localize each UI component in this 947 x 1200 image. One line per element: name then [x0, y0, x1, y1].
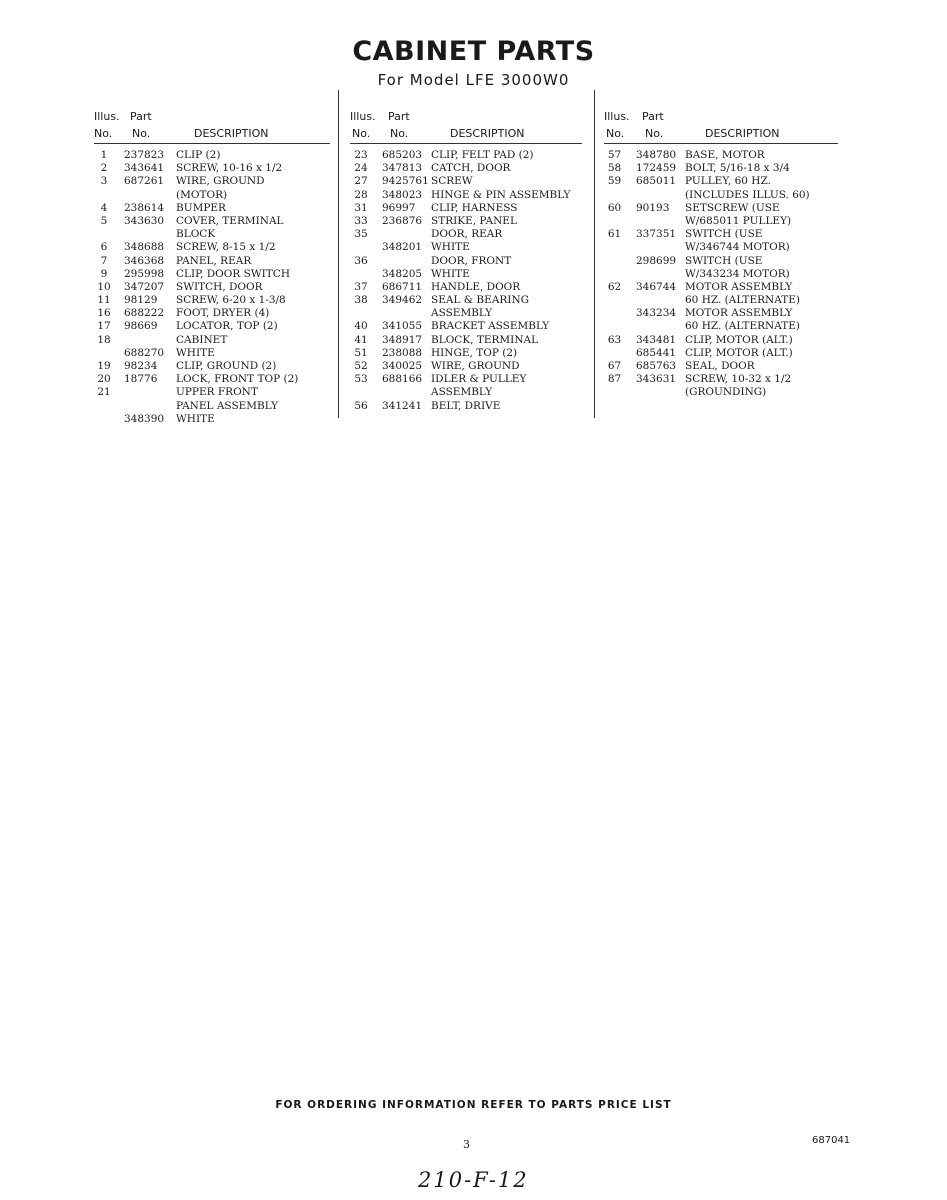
part-description: (GROUNDING) [685, 386, 767, 399]
part-description: CABINET [176, 333, 228, 346]
part-header-bottom: No. [132, 127, 151, 140]
part-description: BOLT, 5/16-18 x 3/4 [685, 162, 790, 175]
illus-number: 19 [97, 360, 111, 372]
part-description: CLIP, GROUND (2) [176, 360, 277, 372]
part-description: WHITE [176, 412, 215, 425]
part-description: W/346744 MOTOR) [685, 241, 790, 254]
part-description: LOCK, FRONT TOP (2) [176, 373, 299, 386]
part-description: WIRE, GROUND [176, 175, 265, 188]
illus-number: 31 [354, 201, 368, 214]
illus-number: 57 [607, 149, 622, 161]
illus-number: 36 [354, 254, 368, 267]
part-description: DOOR, REAR [431, 228, 503, 241]
part-description: SCREW, 10-32 x 1/2 [685, 373, 792, 386]
part-number: 685203 [382, 149, 423, 161]
illus-number: 59 [607, 175, 622, 188]
part-description: BASE, MOTOR [685, 149, 765, 161]
illus-header-top: Illus. [94, 110, 120, 123]
illus-number: 87 [607, 373, 622, 386]
page-number: 3 [463, 1138, 470, 1151]
part-description: PULLEY, 60 HZ. [685, 175, 771, 188]
part-number: 295998 [124, 267, 165, 280]
part-number: 90193 [636, 201, 670, 214]
illus-number: 7 [100, 254, 108, 267]
illus-header-top: Illus. [350, 110, 376, 123]
part-description: WHITE [176, 346, 215, 359]
illus-number: 10 [97, 280, 111, 293]
illus-number: 21 [97, 386, 111, 399]
part-number: 343631 [636, 373, 677, 386]
part-description: IDLER & PULLEY [431, 373, 527, 386]
part-description: STRIKE, PANEL [431, 214, 517, 227]
illus-number: 60 [607, 201, 622, 214]
document-number: 687041 [812, 1135, 851, 1146]
illus-number: 63 [607, 333, 622, 346]
part-description: CLIP, MOTOR (ALT.) [685, 333, 793, 346]
part-number: 343641 [124, 162, 165, 175]
part-description: BLOCK [176, 228, 216, 241]
part-number: 346744 [636, 280, 677, 293]
part-number: 98669 [124, 320, 158, 333]
part-description: ASSEMBLY [431, 307, 493, 320]
part-description: 60 HZ. (ALTERNATE) [685, 320, 800, 333]
illus-number: 53 [354, 373, 368, 386]
part-header-top: Part [130, 110, 152, 123]
header-rule [94, 143, 330, 144]
part-number: 685441 [636, 346, 677, 359]
part-number: 347813 [382, 162, 423, 175]
part-number: 348023 [382, 188, 423, 201]
illus-number: 23 [354, 149, 368, 161]
illus-number: 37 [354, 280, 368, 293]
illus-number: 24 [354, 162, 368, 175]
part-description: SWITCH (USE [685, 254, 763, 267]
part-description: BUMPER [176, 201, 226, 214]
illus-number: 4 [100, 201, 108, 214]
part-description: CLIP, FELT PAD (2) [431, 149, 534, 161]
part-description: HINGE, TOP (2) [431, 346, 518, 359]
part-number: 9425761 [382, 175, 429, 188]
part-number: 337351 [636, 228, 677, 241]
illus-number: 9 [100, 267, 108, 280]
part-header-bottom: No. [645, 127, 664, 140]
part-description: CLIP, HARNESS [431, 201, 518, 214]
illus-number: 56 [354, 399, 368, 412]
part-number: 349462 [382, 294, 423, 307]
header-rule [604, 143, 838, 144]
illus-number: 28 [354, 188, 368, 201]
part-description: WHITE [431, 267, 470, 280]
part-description: SCREW, 8-15 x 1/2 [176, 241, 276, 254]
part-description: PANEL, REAR [176, 254, 252, 267]
column-divider [338, 90, 339, 418]
illus-number: 18 [97, 333, 111, 346]
part-description: (MOTOR) [176, 188, 228, 201]
part-number: 237823 [124, 149, 165, 161]
illus-number: 17 [97, 320, 111, 333]
illus-number: 11 [97, 294, 111, 307]
part-number: 96997 [382, 201, 416, 214]
illus-number: 61 [607, 228, 622, 241]
part-number: 688166 [382, 373, 423, 386]
part-number: 346368 [124, 254, 165, 267]
part-number: 685763 [636, 360, 677, 372]
part-description: SWITCH (USE [685, 228, 763, 241]
illus-number: 52 [354, 360, 368, 372]
part-description: WHITE [431, 241, 470, 254]
part-number: 343630 [124, 214, 165, 227]
part-description: MOTOR ASSEMBLY [685, 307, 793, 320]
illus-number: 2 [100, 162, 108, 175]
part-description: COVER, TERMINAL [176, 214, 284, 227]
part-number: 98129 [124, 294, 158, 307]
part-number: 340025 [382, 360, 423, 372]
illus-number: 40 [354, 320, 368, 333]
part-description: BELT, DRIVE [431, 399, 501, 412]
column-divider [594, 90, 595, 418]
part-header-top: Part [642, 110, 664, 123]
illus-number: 38 [354, 294, 368, 307]
part-description: W/343234 MOTOR) [685, 267, 790, 280]
illus-header-top: Illus. [604, 110, 630, 123]
illus-number: 27 [354, 175, 368, 188]
part-description: SWITCH, DOOR [176, 280, 263, 293]
part-description: LOCATOR, TOP (2) [176, 320, 278, 333]
handwritten-note: 210-F-12 [418, 1168, 529, 1192]
part-number: 298699 [636, 254, 677, 267]
part-number: 238614 [124, 201, 165, 214]
part-description: SCREW, 10-16 x 1/2 [176, 162, 283, 175]
part-description: BLOCK, TERMINAL [431, 333, 539, 346]
illus-number: 1 [100, 149, 108, 161]
illus-number: 67 [607, 360, 622, 372]
part-number: 238088 [382, 346, 423, 359]
page-title: CABINET PARTS [352, 36, 595, 67]
illus-number: 33 [354, 214, 368, 227]
part-number: 688222 [124, 307, 165, 320]
part-description: FOOT, DRYER (4) [176, 307, 270, 320]
page-subtitle: For Model LFE 3000W0 [377, 71, 570, 89]
description-header: DESCRIPTION [705, 127, 780, 140]
part-number: 236876 [382, 214, 423, 227]
illus-header-bottom: No. [606, 127, 625, 140]
part-number: 347207 [124, 280, 165, 293]
part-description: HINGE & PIN ASSEMBLY [431, 188, 571, 201]
part-number: 348205 [382, 267, 423, 280]
part-number: 341055 [382, 320, 423, 333]
part-description: PANEL ASSEMBLY [176, 399, 278, 412]
part-number: 688270 [124, 346, 165, 359]
part-description: 60 HZ. (ALTERNATE) [685, 294, 800, 307]
illus-number: 62 [607, 280, 622, 293]
illus-number: 6 [100, 241, 108, 254]
part-number: 341241 [382, 399, 423, 412]
part-description: SCREW, 6-20 x 1-3/8 [176, 294, 286, 307]
part-header-top: Part [388, 110, 410, 123]
illus-number: 35 [354, 228, 368, 241]
part-description: SEAL, DOOR [685, 360, 755, 372]
part-description: CLIP, MOTOR (ALT.) [685, 346, 793, 359]
illus-number: 20 [97, 373, 111, 386]
illus-number: 51 [354, 346, 368, 359]
description-header: DESCRIPTION [450, 127, 525, 140]
part-number: 685011 [636, 175, 677, 188]
part-number: 348390 [124, 412, 165, 425]
part-number: 343234 [636, 307, 677, 320]
part-number: 343481 [636, 333, 677, 346]
part-description: UPPER FRONT [176, 386, 258, 399]
part-description: ASSEMBLY [431, 386, 493, 399]
part-description: CLIP, DOOR SWITCH [176, 267, 290, 280]
part-number: 348201 [382, 241, 423, 254]
part-number: 172459 [636, 162, 677, 175]
part-description: MOTOR ASSEMBLY [685, 280, 793, 293]
illus-number: 16 [97, 307, 111, 320]
part-description: CLIP (2) [176, 149, 221, 161]
part-number: 348780 [636, 149, 677, 161]
description-header: DESCRIPTION [194, 127, 269, 140]
part-description: BRACKET ASSEMBLY [431, 320, 550, 333]
illus-number: 5 [100, 214, 108, 227]
illus-number: 41 [354, 333, 368, 346]
part-number: 348688 [124, 241, 165, 254]
illus-header-bottom: No. [94, 127, 113, 140]
part-number: 686711 [382, 280, 423, 293]
part-description: CATCH, DOOR [431, 162, 511, 175]
illus-header-bottom: No. [352, 127, 371, 140]
part-number: 687261 [124, 175, 165, 188]
part-description: (INCLUDES ILLUS. 60) [685, 188, 810, 201]
part-description: W/685011 PULLEY) [685, 214, 792, 227]
part-description: SETSCREW (USE [685, 201, 780, 214]
part-description: WIRE, GROUND [431, 360, 520, 372]
part-number: 348917 [382, 333, 423, 346]
ordering-note: FOR ORDERING INFORMATION REFER TO PARTS PRICE LIST [275, 1099, 672, 1111]
part-description: SCREW [431, 175, 473, 188]
illus-number: 58 [607, 162, 622, 175]
part-description: DOOR, FRONT [431, 254, 512, 267]
header-rule [350, 143, 582, 144]
part-header-bottom: No. [390, 127, 409, 140]
part-description: SEAL & BEARING [431, 294, 530, 307]
illus-number: 3 [100, 175, 108, 188]
part-description: HANDLE, DOOR [431, 280, 521, 293]
part-number: 18776 [124, 373, 158, 386]
part-number: 98234 [124, 360, 158, 372]
